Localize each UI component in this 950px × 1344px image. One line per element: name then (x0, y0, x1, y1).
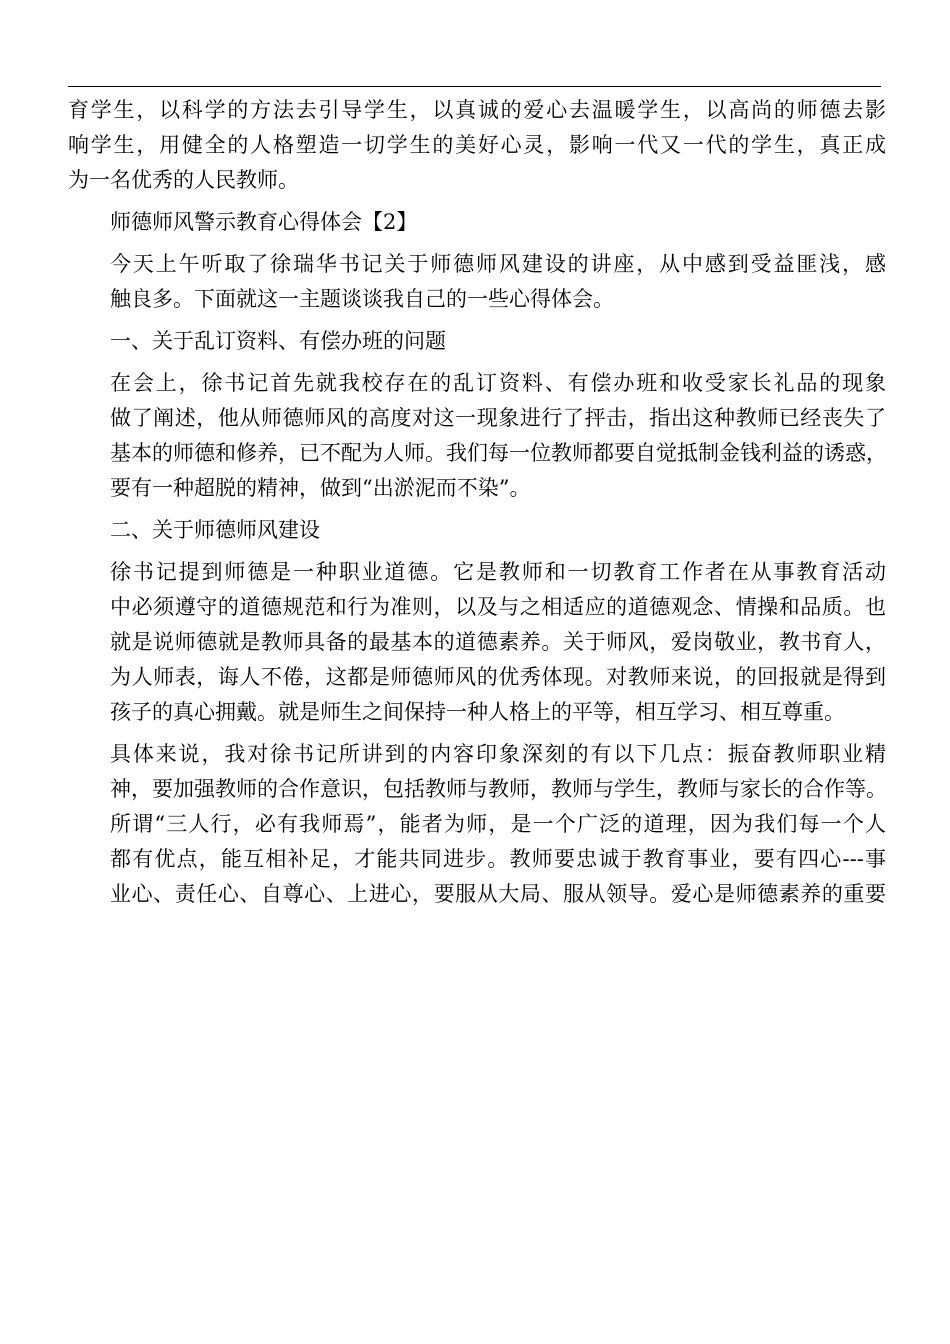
text-line: 所谓“三人行，必有我师焉”，能者为师，是一个广泛的道理，因为我们每一个人 (110, 812, 886, 836)
text-line: 要有一种超脱的精神，做到“出淤泥而不染”。 (110, 476, 531, 500)
text-line: 响学生，用健全的人格塑造一切学生的美好心灵，影响一代又一代的学生，真正成 (68, 133, 886, 157)
text-line: 就是说师德就是教师具备的最基本的道德素养。关于师风，爱岗敬业，教书育人， (110, 630, 886, 654)
text-line: 具体来说，我对徐书记所讲到的内容印象深刻的有以下几点：振奋教师职业精 (110, 742, 886, 766)
text-line: 都有优点，能互相补足，才能共同进步。教师要忠诚于教育事业，要有四心---事 (110, 847, 886, 871)
text-line: 师德师风警示教育心得体会【2】 (110, 210, 418, 234)
header-rule (68, 86, 881, 87)
paragraph (68, 247, 886, 317)
text-line: 一、关于乱订资料、有偿办班的问题 (110, 329, 446, 353)
document-body (68, 93, 886, 919)
text-line: 神，要加强教师的合作意识，包括教师与教师，教师与学生，教师与家长的合作等。 (110, 777, 887, 801)
text-line: 徐书记提到师德是一种职业道德。它是教师和一切教育工作者在从事教育活动 (110, 560, 886, 584)
paragraph (68, 737, 886, 912)
text-line: 触良多。下面就这一主题谈谈我自己的一些心得体会。 (110, 287, 614, 311)
text-line: 基本的师德和修养，已不配为人师。我们每一位教师都要自觉抵制金钱利益的诱惑， (110, 441, 887, 465)
paragraph (68, 205, 886, 240)
paragraph (68, 513, 886, 548)
text-line: 做了阐述，他从师德师风的高度对这一现象进行了抨击，指出这种教师已经丧失了 (110, 406, 886, 430)
paragraph (68, 366, 886, 506)
paragraph (68, 93, 886, 198)
text-line: 二、关于师德师风建设 (110, 518, 320, 542)
text-line: 孩子的真心拥戴。就是师生之间保持一种人格上的平等，相互学习、相互尊重。 (110, 700, 845, 724)
paragraph (68, 324, 886, 359)
text-line: 中必须遵守的道德规范和行为准则，以及与之相适应的道德观念、情操和品质。也 (110, 595, 886, 619)
text-line: 在会上，徐书记首先就我校存在的乱订资料、有偿办班和收受家长礼品的现象 (110, 371, 886, 395)
text-line: 为一名优秀的人民教师。 (68, 168, 299, 192)
text-line: 为人师表，诲人不倦，这都是师德师风的优秀体现。对教师来说，的回报就是得到 (110, 665, 886, 689)
paragraph (68, 555, 886, 730)
text-line: 业心、责任心、自尊心、上进心，要服从大局、服从领导。爱心是师德素养的重要 (110, 882, 886, 906)
text-line: 育学生，以科学的方法去引导学生，以真诚的爱心去温暖学生，以高尚的师德去影 (68, 98, 886, 122)
text-line: 今天上午听取了徐瑞华书记关于师德师风建设的讲座，从中感到受益匪浅，感 (110, 252, 886, 276)
